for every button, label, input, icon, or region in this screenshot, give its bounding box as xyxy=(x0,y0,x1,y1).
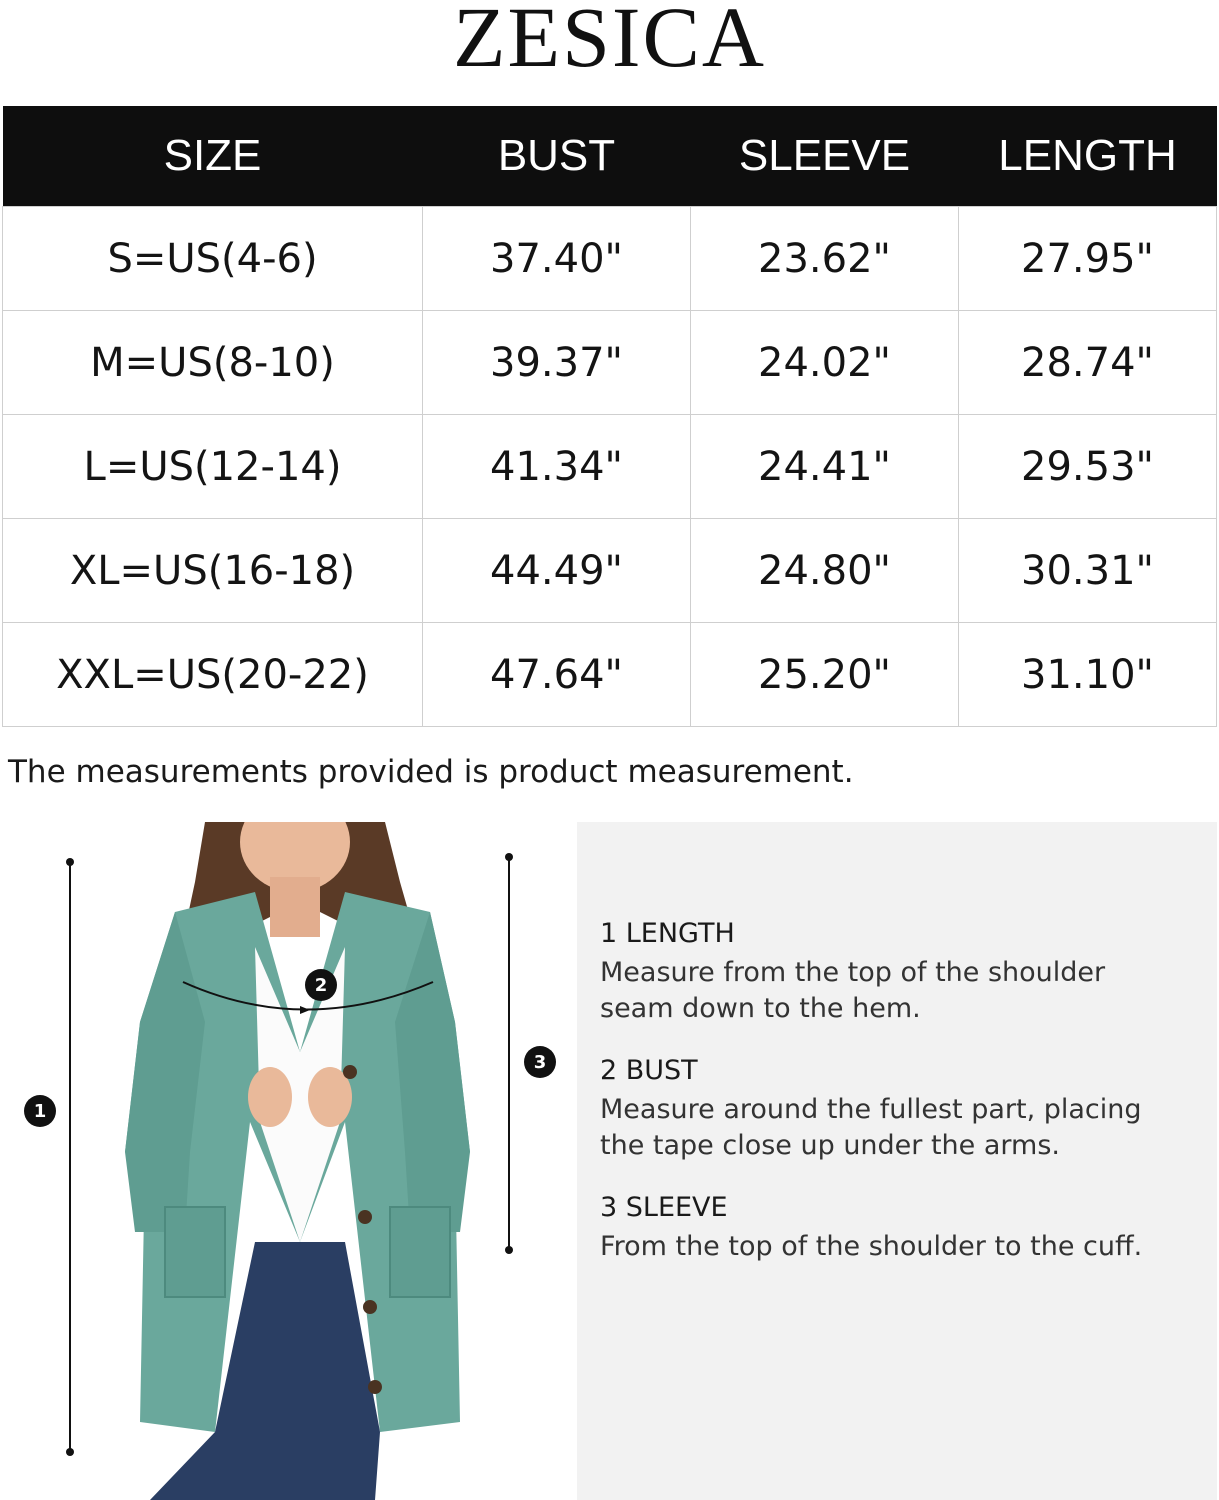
measurement-note: The measurements provided is product measurement. xyxy=(8,754,854,790)
guide-length-desc-line-1: Measure from the top of the shoulder xyxy=(600,957,1106,988)
length-cell: 30.31" xyxy=(959,519,1217,623)
header-length: LENGTH xyxy=(959,106,1217,207)
guide-length-title: 1 LENGTH xyxy=(600,918,735,949)
bust-arrow-icon xyxy=(300,1006,310,1014)
marker-1-label: 1 xyxy=(33,1101,47,1122)
table-row xyxy=(3,415,1217,519)
left-pocket xyxy=(165,1207,225,1297)
guide-bust-desc-line-2: the tape close up under the arms. xyxy=(600,1129,1060,1161)
header-size: SIZE xyxy=(3,106,423,207)
guide-sleeve-desc-line-1: From the top of the shoulder to the cuff. xyxy=(600,1231,1143,1262)
sleeve-cell: 23.62" xyxy=(691,207,959,311)
header-sleeve: SLEEVE xyxy=(691,106,959,207)
guide-bust xyxy=(600,1055,1142,1163)
length-cell: 27.95" xyxy=(959,207,1217,311)
header-bust: BUST xyxy=(423,106,691,207)
sleeve-measure-end-icon xyxy=(505,1246,513,1254)
guide-sleeve-title: 3 SLEEVE xyxy=(600,1192,728,1223)
brand-logo: ZESICA xyxy=(453,0,766,85)
bust-cell: 44.49" xyxy=(423,519,691,623)
button-icon xyxy=(368,1380,382,1394)
guide-bust-desc-line-1: Measure around the fullest part, placing xyxy=(600,1094,1142,1125)
size-cell: XXL=US(20-22) xyxy=(3,623,423,727)
size-cell: S=US(4-6) xyxy=(3,207,423,311)
marker-3-label: 3 xyxy=(533,1052,547,1073)
length-cell: 31.10" xyxy=(959,623,1217,727)
length-cell: 29.53" xyxy=(959,415,1217,519)
button-icon xyxy=(363,1300,377,1314)
marker-2-label: 2 xyxy=(314,975,328,996)
table-row xyxy=(3,311,1217,415)
bust-cell: 47.64" xyxy=(423,623,691,727)
bust-cell: 39.37" xyxy=(423,311,691,415)
sleeve-cell: 25.20" xyxy=(691,623,959,727)
length-measure-end-icon xyxy=(66,1448,74,1456)
guide-length-desc-line-2: seam down to the hem. xyxy=(600,992,921,1024)
guide-length xyxy=(600,918,1105,1026)
left-hand xyxy=(248,1067,292,1127)
guide-sleeve xyxy=(600,1192,1142,1265)
length-cell: 28.74" xyxy=(959,311,1217,415)
sleeve-cell: 24.41" xyxy=(691,415,959,519)
model-illustration xyxy=(0,822,575,1500)
size-cell: L=US(12-14) xyxy=(3,415,423,519)
button-icon xyxy=(358,1210,372,1224)
length-measure-end-icon xyxy=(66,858,74,866)
size-chart-header-row xyxy=(3,106,1217,207)
table-row xyxy=(3,519,1217,623)
button-icon xyxy=(343,1065,357,1079)
table-row xyxy=(3,207,1217,311)
right-pocket xyxy=(390,1207,450,1297)
sleeve-cell: 24.80" xyxy=(691,519,959,623)
table-row xyxy=(3,623,1217,727)
sleeve-measure-end-icon xyxy=(505,853,513,861)
bust-cell: 41.34" xyxy=(423,415,691,519)
size-cell: XL=US(16-18) xyxy=(3,519,423,623)
sleeve-cell: 24.02" xyxy=(691,311,959,415)
neck-shape xyxy=(270,877,320,937)
guide-bust-title: 2 BUST xyxy=(600,1055,698,1086)
bust-cell: 37.40" xyxy=(423,207,691,311)
size-chart-table xyxy=(2,106,1217,727)
size-cell: M=US(8-10) xyxy=(3,311,423,415)
